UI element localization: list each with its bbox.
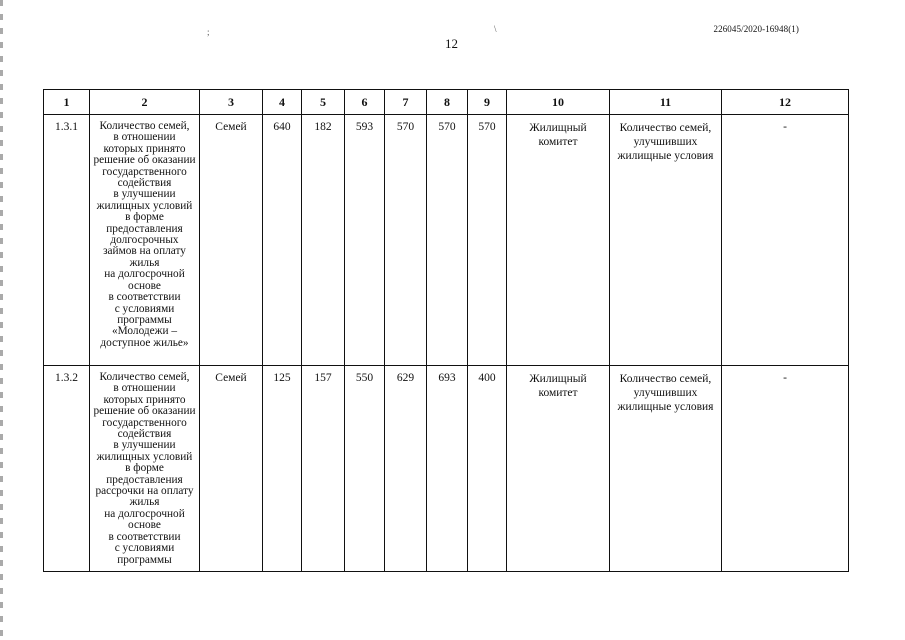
row-value: 550 — [345, 366, 385, 572]
header-row — [44, 90, 849, 115]
column-header: 11 — [610, 90, 722, 115]
row-value: 570 — [385, 115, 427, 366]
column-header: 12 — [722, 90, 849, 115]
row-note: - — [722, 366, 849, 572]
document-id: 226045/2020-16948(1) — [713, 24, 799, 34]
column-header: 3 — [200, 90, 263, 115]
row-value: 629 — [385, 366, 427, 572]
row-responsible: Жилищный комитет — [507, 366, 610, 572]
indicators-table — [43, 89, 849, 572]
row-value: 182 — [302, 115, 345, 366]
row-responsible: Жилищный комитет — [507, 115, 610, 366]
row-value: 693 — [427, 366, 468, 572]
column-header: 2 — [90, 90, 200, 115]
row-value: 570 — [427, 115, 468, 366]
scan-edge-artifact — [0, 0, 3, 640]
page-number: 12 — [445, 36, 458, 51]
column-header: 8 — [427, 90, 468, 115]
row-description: Количество семей, в отношении которых принято решение об оказании государственного содействия в улучшении жилищных условий в форме предоставления долгосрочных займов на оплату жилья на долгосрочной основе в соответствии с условиями программы «Молодежи – доступное жилье» — [90, 115, 200, 366]
column-header: 10 — [507, 90, 610, 115]
row-code: 1.3.1 — [44, 115, 90, 366]
row-value: 640 — [263, 115, 302, 366]
scan-speck: \ — [494, 24, 497, 34]
column-header: 1 — [44, 90, 90, 115]
row-result: Количество семей, улучшивших жилищные условия — [610, 366, 722, 572]
table-row — [44, 366, 849, 572]
column-header: 4 — [263, 90, 302, 115]
row-description: Количество семей, в отношении которых принято решение об оказании государственного содействия в улучшении жилищных условий в форме предоставления рассрочки на оплату жилья на долгосрочной основе в соответствии с условиями программы — [90, 366, 200, 572]
row-note: - — [722, 115, 849, 366]
row-value: 593 — [345, 115, 385, 366]
row-code: 1.3.2 — [44, 366, 90, 572]
row-value: 157 — [302, 366, 345, 572]
row-value: 570 — [468, 115, 507, 366]
column-header: 6 — [345, 90, 385, 115]
column-header: 9 — [468, 90, 507, 115]
row-result: Количество семей, улучшивших жилищные условия — [610, 115, 722, 366]
row-unit: Семей — [200, 366, 263, 572]
row-value: 125 — [263, 366, 302, 572]
column-header: 7 — [385, 90, 427, 115]
row-value: 400 — [468, 366, 507, 572]
table-row — [44, 115, 849, 366]
column-header: 5 — [302, 90, 345, 115]
row-unit: Семей — [200, 115, 263, 366]
scan-speck: ; — [207, 27, 210, 37]
